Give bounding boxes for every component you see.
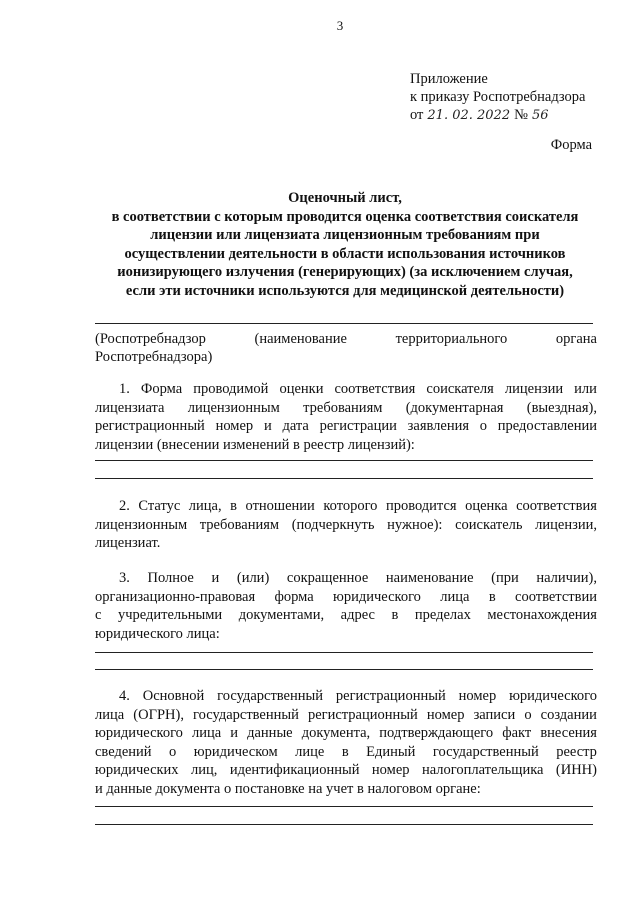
para-word: в — [341, 743, 349, 760]
para-word: соискатель — [455, 516, 523, 533]
para-word: документами, — [238, 607, 325, 624]
para-word: лица — [95, 706, 125, 723]
item-1-fill-line[interactable] — [95, 460, 593, 461]
para-word: номер — [371, 762, 410, 779]
para-line — [95, 588, 597, 607]
para-word: и — [230, 725, 239, 742]
para-word: требованиям — [303, 399, 383, 416]
order-from-prefix: от — [410, 107, 424, 123]
title-line: в соответствии с которым проводится оценка соответствия соискателя — [111, 208, 579, 225]
para-word: Основной — [142, 688, 205, 704]
para-word: наименование — [385, 570, 474, 586]
para-word: оценка — [465, 498, 508, 514]
item-3-fill-line[interactable] — [95, 652, 593, 653]
para-word: отношении — [245, 498, 315, 514]
para-word: пределах — [414, 607, 471, 624]
para-word: (подчеркнуть — [291, 516, 375, 533]
para-word: факт — [502, 725, 532, 742]
org-caption-word: (Роспотребнадзор — [95, 331, 206, 347]
para-word: адрес — [340, 607, 375, 624]
order-date-handwritten: 21. 02. 2022 — [427, 108, 511, 123]
para-word: которого — [323, 498, 378, 514]
para-word: 1. — [119, 381, 130, 397]
appendix-order-ref: к приказу Роспотребнадзора — [410, 89, 586, 105]
para-word: (выездная), — [526, 399, 597, 416]
para-word: государственный — [193, 706, 299, 723]
para-word: с — [95, 607, 102, 624]
para-word: регистрационный — [95, 418, 205, 435]
para-word: лицензии — [504, 381, 564, 397]
para-line — [95, 399, 597, 418]
para-word: номер — [458, 688, 497, 704]
para-line — [95, 516, 597, 535]
para-word: идентификационный — [229, 762, 360, 779]
para-line: юридического лица: — [95, 625, 220, 642]
para-word: реестр — [556, 743, 597, 760]
para-word: о — [169, 743, 177, 760]
para-word: Статус — [138, 498, 181, 514]
para-word: форма — [274, 588, 314, 605]
para-line: лицензиат. — [95, 535, 161, 552]
item-1 — [95, 380, 597, 454]
para-line — [95, 569, 597, 588]
para-word: (документарная — [405, 399, 504, 416]
para-line: и данные документа о постановке на учет в налоговом органе: — [95, 780, 481, 797]
para-word: государственный — [217, 688, 324, 704]
para-word: соответствия — [516, 498, 597, 514]
para-word: оценки — [279, 381, 324, 397]
para-line — [95, 380, 597, 399]
para-line — [95, 743, 597, 762]
para-word: в — [488, 588, 496, 605]
para-word: дата — [282, 418, 309, 435]
para-word: документа, — [301, 725, 371, 742]
para-line — [95, 761, 597, 780]
para-line: лицензии (внесении изменений в реестр лицензий): — [95, 436, 415, 453]
item-4-fill-line[interactable] — [95, 824, 593, 825]
para-word: юридического — [333, 588, 421, 605]
para-word: (или) — [236, 570, 270, 586]
para-word: налогоплательщика — [421, 762, 544, 779]
para-word: юридическом — [193, 743, 278, 760]
para-word: юридических — [95, 762, 179, 779]
para-word: учредительными — [117, 607, 223, 624]
item-3-fill-line[interactable] — [95, 669, 593, 670]
para-word: номер — [215, 418, 254, 435]
para-line — [95, 724, 597, 743]
para-line — [95, 687, 597, 706]
para-word: Единый — [366, 743, 416, 760]
para-word: сведений — [95, 743, 152, 760]
item-2 — [95, 497, 597, 553]
para-word: регистрационный — [335, 688, 446, 704]
org-caption-line2: Роспотребнадзора) — [95, 349, 213, 365]
para-word: соответствии — [515, 588, 597, 605]
para-word: 2. — [119, 498, 130, 514]
para-word: соответствия — [334, 381, 416, 397]
para-word: (ОГРН), — [133, 706, 184, 723]
para-word: данные — [247, 725, 293, 742]
para-word: лицензии, — [535, 516, 597, 533]
para-word: (при — [491, 570, 519, 586]
para-word: предоставлении — [497, 418, 597, 435]
title-line: Оценочный лист, — [288, 190, 402, 206]
item-3 — [95, 569, 597, 643]
para-word: лица — [440, 588, 470, 605]
para-word: лицензиата — [95, 399, 165, 416]
para-word: в — [230, 498, 237, 514]
org-caption-word: (наименование — [254, 331, 347, 347]
item-4 — [95, 687, 597, 799]
title-line: если эти источники используются для медицинской деятельности) — [125, 282, 565, 299]
para-word: лица — [191, 725, 222, 742]
item-1-fill-line[interactable] — [95, 478, 593, 479]
para-word: внесения — [540, 725, 597, 742]
para-word: регистрации — [319, 418, 397, 435]
order-date-line — [410, 106, 585, 125]
title-line: осуществлении деятельности в области использования источников — [124, 245, 566, 262]
para-word: Полное — [147, 570, 194, 586]
para-word: юридического — [509, 688, 597, 704]
para-word: местонахождения — [487, 607, 597, 624]
para-line — [95, 606, 597, 625]
para-word: наличии), — [536, 570, 597, 586]
para-word: лиц, — [191, 762, 218, 779]
order-number-handwritten: 56 — [531, 108, 549, 123]
para-word: создании — [540, 706, 597, 723]
para-word: требованиям — [199, 516, 280, 533]
title-line: лицензии или лицензиата лицензионным требованиям при — [150, 227, 540, 243]
para-word: или — [574, 381, 597, 397]
item-4-fill-line[interactable] — [95, 806, 593, 807]
appendix-title: Приложение — [410, 71, 488, 87]
para-word: о — [524, 706, 532, 723]
para-word: и — [263, 418, 272, 435]
para-word: лицензионным — [95, 516, 188, 533]
org-caption-word: территориального — [395, 331, 508, 347]
para-word: 4. — [119, 688, 130, 704]
para-word: записи — [473, 706, 516, 723]
para-word: о — [479, 418, 488, 435]
para-word: нужное): — [387, 516, 443, 533]
para-word: подтверждающего — [379, 725, 494, 742]
title-line: ионизирующего излучения (генерирующих) (за исключением случая, — [117, 264, 573, 280]
para-word: и — [211, 570, 220, 586]
para-word: в — [391, 607, 399, 624]
document-title — [80, 189, 610, 300]
para-word: лица, — [188, 498, 222, 514]
org-caption-word: органа — [555, 331, 597, 347]
para-word: лице — [295, 743, 325, 760]
para-word: лицензионным — [187, 399, 280, 416]
para-line — [95, 497, 597, 516]
para-word: сокращенное — [286, 570, 369, 586]
para-word: проводимой — [193, 381, 269, 397]
para-line — [95, 706, 597, 725]
org-caption — [95, 330, 597, 366]
para-word: 3. — [119, 570, 130, 586]
para-word: (ИНН) — [555, 762, 597, 779]
page-number: 3 — [336, 18, 344, 33]
para-word: юридического — [95, 725, 183, 742]
para-word: регистрационный — [307, 706, 418, 723]
para-word: организационно-правовая — [95, 588, 256, 605]
para-word: проводится — [385, 498, 457, 514]
org-fill-line[interactable] — [95, 323, 593, 324]
appendix-block — [410, 70, 585, 125]
para-word: номер — [426, 706, 465, 723]
para-line — [95, 417, 597, 436]
form-label: Форма — [550, 137, 592, 153]
para-word: соискателя — [426, 381, 494, 397]
order-number-prefix: № — [514, 107, 528, 123]
para-word: Форма — [140, 381, 183, 397]
para-word: заявления — [407, 418, 470, 435]
para-word: государственный — [432, 743, 539, 760]
